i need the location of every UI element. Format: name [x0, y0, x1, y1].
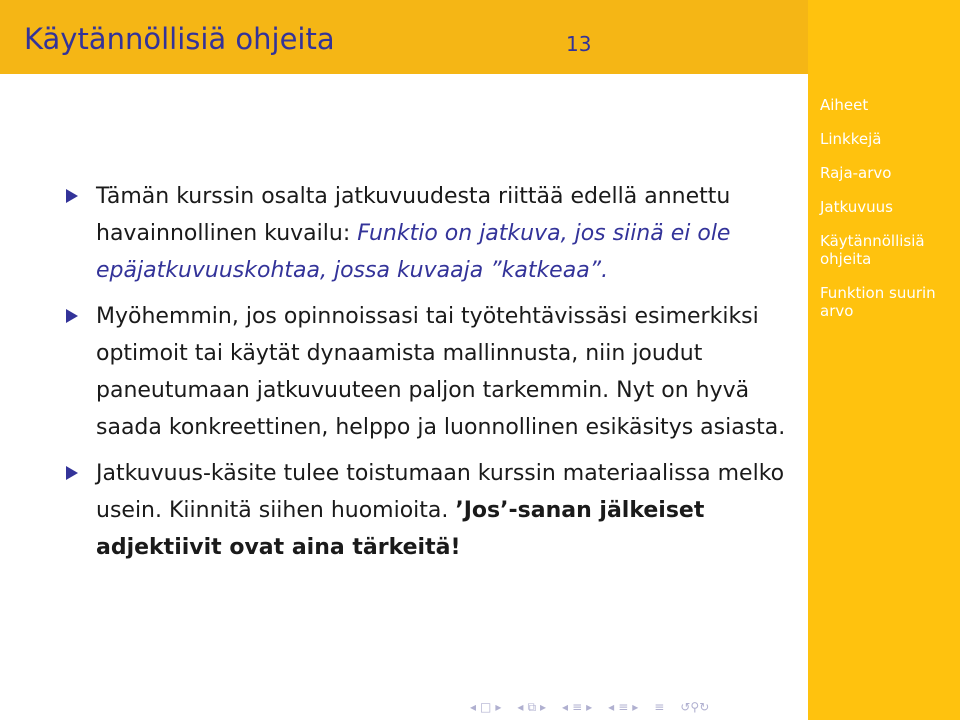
frame-number: 13: [566, 32, 592, 56]
nav-appendix-icon[interactable]: ≡: [654, 700, 665, 714]
sidebar-nav: [820, 96, 956, 336]
nav-next-subsection-icon[interactable]: ▸: [540, 700, 547, 714]
nav-search-icon[interactable]: ↺⚲↻: [680, 700, 710, 714]
nav-frame-icon: □: [480, 700, 492, 714]
bullet-text: Myöhemmin, jos opinnoissasi tai työtehtävissäsi esimerkiksi optimoit tai käytät dynaamista mallinnusta, niin joudut paneutumaan jatkuvuuteen paljon tarkemmin. Nyt on hyvä saada konkreettinen, helppo ja luonnollinen esikäsitys asiasta.: [96, 304, 786, 440]
sidebar-item-funktion-suurin-arvo[interactable]: Funktion suurin arvo: [820, 284, 936, 320]
bullet-text: Jatkuvuus-käsite tulee toistumaan kurssin materiaalissa melko usein. Kiinnitä siihen huomioita.: [96, 461, 785, 523]
bullet-triangle-icon: [66, 466, 78, 480]
bullet-strong: ’Jos’-sanan jälkeiset adjektiivit ovat aina tärkeitä!: [96, 498, 705, 560]
nav-next-frame-icon[interactable]: ▸: [495, 700, 502, 714]
nav-prev-subsection-icon[interactable]: ◂: [517, 700, 524, 714]
frame-header: [0, 0, 808, 74]
bullet-emphasis: Funktio on jatkuva, jos siinä ei ole epäjatkuvuuskohtaa, jossa kuvaaja ”katkeaa”.: [96, 221, 731, 283]
frame-content: [66, 178, 786, 575]
bullet-triangle-icon: [66, 189, 78, 203]
sidebar: [808, 0, 960, 720]
nav-prev-section-icon[interactable]: ◂: [562, 700, 569, 714]
nav-part-icon: ≡: [618, 700, 629, 714]
nav-section-icon: ≡: [572, 700, 583, 714]
nav-next-section-icon[interactable]: ▸: [586, 700, 593, 714]
nav-next-part-icon[interactable]: ▸: [632, 700, 639, 714]
sidebar-item-raja-arvo[interactable]: Raja-arvo: [820, 164, 892, 182]
frame-title: Käytännöllisiä ohjeita: [24, 22, 335, 56]
sidebar-item-kaytannollisia-ohjeita[interactable]: Käytännöllisiä ohjeita: [820, 232, 925, 268]
bullet-item: [66, 178, 786, 289]
bullet-triangle-icon: [66, 309, 78, 323]
bullet-item: [66, 298, 786, 446]
sidebar-item-jatkuvuus[interactable]: Jatkuvuus: [820, 198, 893, 216]
nav-prev-part-icon[interactable]: ◂: [608, 700, 615, 714]
bullet-item: [66, 455, 786, 566]
nav-prev-frame-icon[interactable]: ◂: [470, 700, 477, 714]
sidebar-item-aiheet[interactable]: Aiheet: [820, 96, 869, 114]
nav-subsection-icon: ⧉: [527, 700, 537, 714]
bullet-text: Tämän kurssin osalta jatkuvuudesta riittää edellä annettu havainnollinen kuvailu:: [96, 184, 731, 246]
beamer-navigation-bar: [470, 700, 709, 714]
sidebar-item-linkkeja[interactable]: Linkkejä: [820, 130, 882, 148]
